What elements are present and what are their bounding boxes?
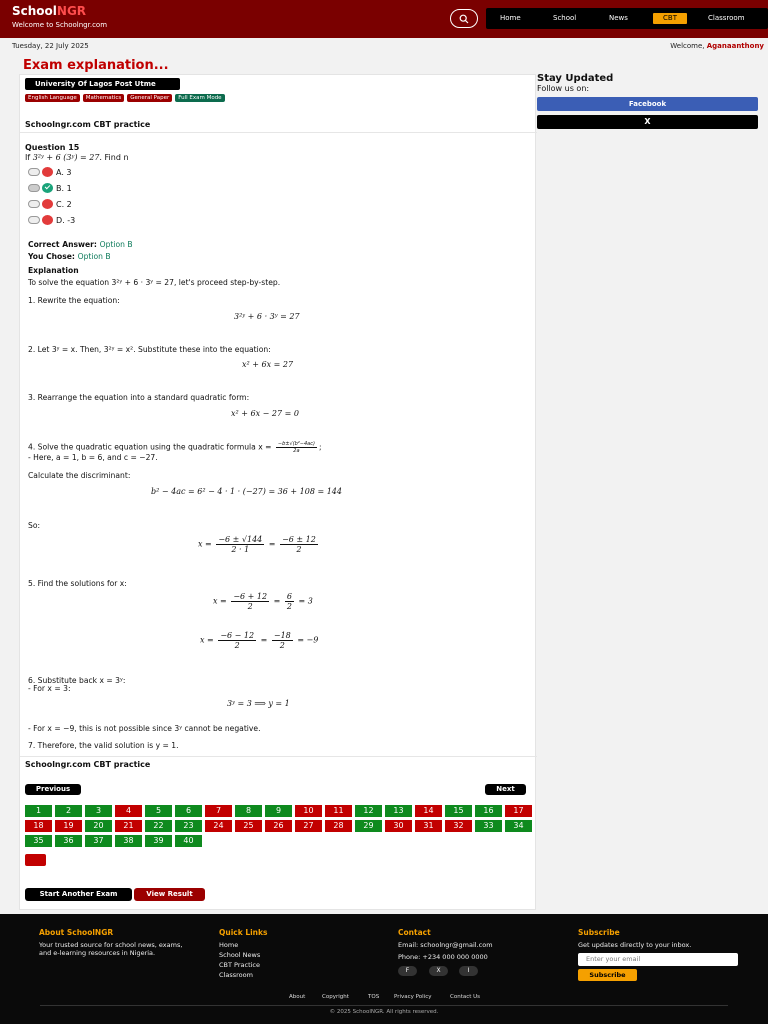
site-footer	[0, 914, 768, 1024]
search-button[interactable]	[450, 9, 478, 28]
question-number-button[interactable]: 17	[505, 805, 532, 817]
question-number-button[interactable]: 4	[115, 805, 142, 817]
previous-button[interactable]: Previous	[25, 784, 81, 795]
question-number-button[interactable]: 11	[325, 805, 352, 817]
question-number-button[interactable]: 9	[265, 805, 292, 817]
footer-email: Email: schoolngr@gmail.com	[398, 941, 493, 949]
step-7: 7. Therefore, the valid solution is y = 1.	[28, 741, 179, 750]
tag-full-exam-mode[interactable]: Full Exam Mode	[175, 94, 224, 102]
next-button[interactable]: Next	[485, 784, 526, 795]
footer-links-title: Quick Links	[219, 928, 268, 937]
wrong-icon	[42, 215, 53, 225]
tag-mathematics[interactable]: Mathematics	[83, 94, 124, 102]
footer-link-school-news[interactable]: School News	[219, 951, 261, 959]
question-number-button[interactable]: 32	[445, 820, 472, 832]
you-chose: You Chose: Option B	[28, 252, 111, 261]
equation-solution-1: x = $\frac{-6 + 12}{2}$ = $\frac{6}{2}$ = 3	[213, 592, 313, 611]
footer-link-home[interactable]: Home	[219, 941, 239, 949]
question-number-button[interactable]: 30	[385, 820, 412, 832]
footer-divider	[40, 1005, 728, 1006]
question-number-button[interactable]: 40	[175, 835, 202, 847]
question-number-button[interactable]: 18	[25, 820, 52, 832]
facebook-icon[interactable]: F	[398, 966, 417, 976]
question-number-button[interactable]: 12	[355, 805, 382, 817]
footer-about-text: Your trusted source for school news, exams, and e-learning resources in Nigeria.	[39, 941, 183, 957]
start-another-exam-button[interactable]: Start Another Exam	[25, 888, 132, 901]
option-a[interactable]: A. 3	[28, 167, 72, 177]
cbt-practice-header: Schoolngr.com CBT practice	[25, 120, 151, 129]
footer-subscribe-title: Subscribe	[578, 928, 620, 937]
question-number-button[interactable]: 14	[415, 805, 442, 817]
subject-tags	[25, 94, 225, 102]
question-number-button[interactable]: 27	[295, 820, 322, 832]
equation-final: 3ʸ = 3 ⟹ y = 1	[227, 699, 290, 708]
question-number-button[interactable]: 13	[385, 805, 412, 817]
option-b[interactable]: B. 1	[28, 183, 72, 193]
so-label: So:	[28, 521, 41, 530]
equation-1: 3²ʸ + 6 · 3ʸ = 27	[234, 312, 300, 321]
step-1: 1. Rewrite the equation:	[28, 296, 120, 305]
x-icon[interactable]: X	[429, 966, 448, 976]
footer-copyright-link[interactable]: Copyright	[322, 994, 349, 1000]
question-number-button[interactable]: 6	[175, 805, 202, 817]
exam-name: University Of Lagos Post Utme	[25, 78, 180, 90]
step-3: 3. Rearrange the equation into a standard quadratic form:	[28, 393, 250, 402]
wrong-icon	[42, 167, 53, 177]
site-tagline: Welcome to Schoolngr.com	[12, 21, 108, 29]
question-title: Question 15	[25, 143, 80, 152]
question-number-button[interactable]: 24	[205, 820, 232, 832]
question-number-button[interactable]: 16	[475, 805, 502, 817]
explanation-intro: To solve the equation 3²ʸ + 6 · 3ʸ = 27, let's proceed step-by-step.	[28, 278, 281, 287]
option-c[interactable]: C. 2	[28, 199, 72, 209]
question-number-button[interactable]: 28	[325, 820, 352, 832]
cbt-practice-footer: Schoolngr.com CBT practice	[25, 760, 151, 769]
equation-3: x² + 6x − 27 = 0	[231, 409, 299, 418]
radio-button[interactable]	[28, 216, 40, 224]
step-4-discriminant: Calculate the discriminant:	[28, 471, 131, 480]
question-text: If 3²ʸ + 6 (3ʸ) = 27. Find n	[25, 153, 129, 162]
welcome-message: Welcome, Aganaanthony	[670, 42, 764, 50]
page-title: Exam explanation...	[23, 58, 169, 73]
search-icon	[459, 14, 469, 24]
exam-card	[19, 74, 536, 910]
question-number-button[interactable]: 5	[145, 805, 172, 817]
divider	[20, 132, 537, 133]
question-number-button[interactable]: 35	[25, 835, 52, 847]
explanation-heading: Explanation	[28, 266, 79, 275]
username-link[interactable]: Aganaanthony	[706, 42, 764, 50]
footer-tos-link[interactable]: TOS	[368, 994, 380, 1000]
footer-phone: Phone: +234 000 000 0000	[398, 953, 488, 961]
sidebar-title: Stay Updated	[537, 73, 614, 84]
subscribe-button[interactable]: Subscribe	[578, 969, 637, 981]
question-number-button[interactable]: 1	[25, 805, 52, 817]
footer-subscribe-text: Get updates directly to your inbox.	[578, 941, 692, 949]
site-header	[0, 0, 768, 38]
question-number-button[interactable]: 25	[235, 820, 262, 832]
divider	[20, 756, 537, 757]
sidebar-follow: Follow us on:	[537, 84, 590, 93]
footer-about-title: About SchoolNGR	[39, 928, 114, 937]
footer-privacy-link[interactable]: Privacy Policy	[394, 994, 432, 1000]
main-nav	[486, 8, 768, 29]
question-number-button[interactable]: 8	[235, 805, 262, 817]
radio-button-selected[interactable]	[28, 184, 40, 192]
wrong-icon	[42, 199, 53, 209]
check-icon	[42, 183, 53, 193]
step-4-values: - Here, a = 1, b = 6, and c = −27.	[28, 453, 158, 462]
step-2: 2. Let 3ʸ = x. Then, 3²ʸ = x². Substitute these into the equation:	[28, 345, 271, 354]
footer-copyright: © 2025 SchoolNGR. All rights reserved.	[329, 1009, 439, 1015]
footer-link-cbt-practice[interactable]: CBT Practice	[219, 961, 260, 969]
equation-2: x² + 6x = 27	[242, 360, 294, 369]
question-number-button[interactable]: 38	[115, 835, 142, 847]
flag-button[interactable]	[25, 854, 46, 866]
question-number-button[interactable]: 15	[445, 805, 472, 817]
question-number-button[interactable]: 26	[265, 820, 292, 832]
question-number-button[interactable]: 19	[55, 820, 82, 832]
current-date: Tuesday, 22 July 2025	[12, 42, 89, 50]
step-6-case-1: - For x = 3:	[28, 684, 71, 693]
equation-discriminant: b² − 4ac = 6² − 4 · 1 · (−27) = 36 + 108 = 144	[151, 487, 342, 496]
footer-link-classroom[interactable]: Classroom	[219, 971, 253, 979]
question-number-button[interactable]: 36	[55, 835, 82, 847]
nav-home[interactable]: Home	[500, 14, 521, 22]
nav-cbt[interactable]: CBT	[653, 13, 687, 24]
tag-general-paper[interactable]: General Paper	[127, 94, 172, 102]
question-number-button[interactable]: 29	[355, 820, 382, 832]
question-number-button[interactable]: 33	[475, 820, 502, 832]
site-logo[interactable]: SchoolNGR	[12, 4, 87, 18]
correct-answer: Correct Answer: Option B	[28, 240, 133, 249]
instagram-icon[interactable]: I	[459, 966, 478, 976]
subscribe-email-input[interactable]: Enter your email	[578, 953, 738, 966]
question-number-button[interactable]: 2	[55, 805, 82, 817]
equation-solution-2: x = $\frac{-6 - 12}{2}$ = $\frac{-18}{2}$ = −9	[200, 631, 319, 650]
step-6: 6. Substitute back x = 3ʸ:	[28, 676, 126, 685]
radio-button[interactable]	[28, 168, 40, 176]
footer-about-link[interactable]: About	[289, 994, 306, 1000]
nav-news[interactable]: News	[609, 14, 628, 22]
nav-classroom[interactable]: Classroom	[708, 14, 745, 22]
question-number-button[interactable]: 7	[205, 805, 232, 817]
question-number-button[interactable]: 22	[145, 820, 172, 832]
question-number-button[interactable]: 23	[175, 820, 202, 832]
view-result-button[interactable]: View Result	[134, 888, 205, 901]
question-number-button[interactable]: 34	[505, 820, 532, 832]
question-number-button[interactable]: 37	[85, 835, 112, 847]
facebook-button[interactable]: Facebook	[537, 97, 758, 111]
radio-button[interactable]	[28, 200, 40, 208]
step-4: 4. Solve the quadratic equation using the quadratic formula x = $\frac{\text{−b±√(b²−4ac)}}{2a}$ ;	[28, 441, 322, 454]
question-number-button[interactable]: 31	[415, 820, 442, 832]
x-button[interactable]: X	[537, 115, 758, 129]
footer-contact-link[interactable]: Contact Us	[450, 994, 481, 1000]
footer-contact-title: Contact	[398, 928, 431, 937]
question-number-button[interactable]: 39	[145, 835, 172, 847]
nav-school[interactable]: School	[553, 14, 577, 22]
tag-english[interactable]: English Language	[25, 94, 80, 102]
option-d[interactable]: D. -3	[28, 215, 75, 225]
step-6-case-2: - For x = −9, this is not possible since 3ʸ cannot be negative.	[28, 724, 261, 733]
question-number-button[interactable]: 3	[85, 805, 112, 817]
question-number-button[interactable]: 10	[295, 805, 322, 817]
question-number-button[interactable]: 20	[85, 820, 112, 832]
step-5: 5. Find the solutions for x:	[28, 579, 127, 588]
equation-quadratic-formula: x = $\frac{-6 \pm √144}{2 \cdot 1}$ = $\frac{-6 \pm 12}{2}$	[198, 535, 316, 554]
question-number-button[interactable]: 21	[115, 820, 142, 832]
